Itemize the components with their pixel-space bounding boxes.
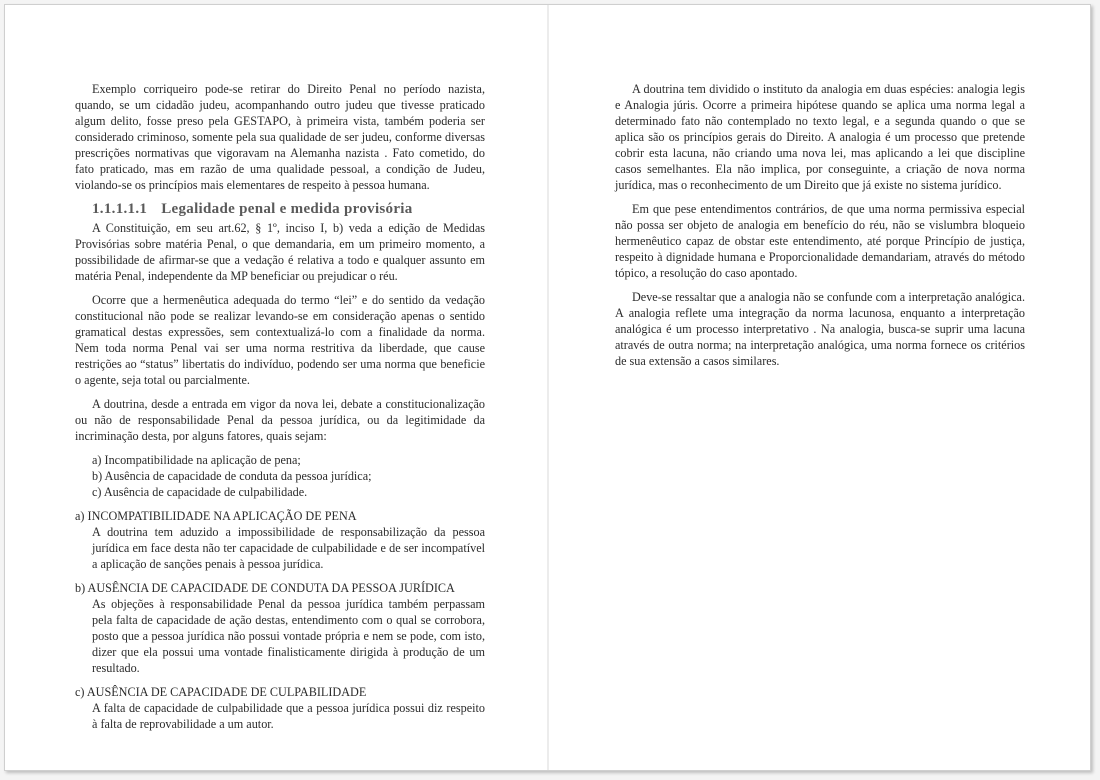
section-title: Legalidade penal e medida provisória <box>161 201 413 217</box>
subsection-a <box>75 508 485 572</box>
list-item: c) Ausência de capacidade de culpabilidade. <box>92 485 308 499</box>
subsection-body: A doutrina tem aduzido a impossibilidade de responsabilização da pessoa jurídica em face desta não ter capacidade de culpabilidade e de ser incompatível a aplicação de sanções penais à pessoa jurídica. <box>92 525 485 571</box>
paragraph: A Constituição, em seu art.62, § 1º, inciso I, b) veda a edição de Medidas Provisórias sobre matéria Penal, o que demandaria, em um primeiro momento, a possibilidade de afirmar-se que a vedação é relativa a todo e qualquer assunto em matéria Penal, independente da MP beneficiar ou prejudicar o réu. <box>75 221 485 283</box>
factor-list <box>92 452 485 500</box>
section-heading <box>92 201 485 217</box>
section-number: 1.1.1.1.1 <box>92 201 148 217</box>
paragraph: A doutrina tem dividido o instituto da analogia em duas espécies: analogia legis e Analogia júris. Ocorre a primeira hipótese quando se aplica uma norma legal a determinado fato não contemplado no texto legal, e a segunda quando o que se aplica são os princípios gerais do Direito. A analogia é um processo que pretende cobrir esta lacuna, não criando uma nova lei, mas aplicando a lei que discipline casos semelhantes. Ela não implica, por conseguinte, a criação de nova norma jurídica, mas o reconhecimento de um Direito que já existe no sistema jurídico. <box>615 82 1025 192</box>
right-page <box>615 81 1025 377</box>
paragraph: Em que pese entendimentos contrários, de que uma norma permissiva especial não possa ser objeto de analogia em benefício do réu, não se vislumbra bloqueio hermenêutico capaz de obstar este entendimento, até porque Princípio de justiça, respeito à dignidade humana e Proporcionalidade demandariam, através do método tópico, a resolução do caso apontado. <box>615 202 1025 280</box>
subsection-body: A falta de capacidade de culpabilidade que a pessoa jurídica possui diz respeito à falta de reprovabilidade a um autor. <box>92 701 485 731</box>
subsection-title: a) INCOMPATIBILIDADE NA APLICAÇÃO DE PENA <box>75 509 357 523</box>
subsection-title: b) AUSÊNCIA DE CAPACIDADE DE CONDUTA DA PESSOA JURÍDICA <box>75 581 455 595</box>
list-item: a) Incompatibilidade na aplicação de pena; <box>92 453 301 467</box>
paragraph: A doutrina, desde a entrada em vigor da nova lei, debate a constitucionalização ou não de responsabilidade Penal da pessoa jurídica, ou da legitimidade da incriminação desta, por alguns fatores, quais sejam: <box>75 397 485 443</box>
subsection-title: c) AUSÊNCIA DE CAPACIDADE DE CULPABILIDADE <box>75 685 367 699</box>
left-page <box>75 81 485 740</box>
page-gutter <box>547 5 549 770</box>
subsection-c <box>75 684 485 732</box>
list-item: b) Ausência de capacidade de conduta da pessoa jurídica; <box>92 469 372 483</box>
subsection-body: As objeções à responsabilidade Penal da pessoa jurídica também perpassam pela falta de capacidade de ação destas, entendimento com o qual se corrobora, posto que a pessoa jurídica não possui vontade própria e nem se pode, com isto, dizer que ela possui uma vontade finalisticamente dirigida à produção de um resultado. <box>92 597 485 675</box>
subsection-b <box>75 580 485 676</box>
paragraph: Exemplo corriqueiro pode-se retirar do Direito Penal no período nazista, quando, se um cidadão judeu, acompanhando outro judeu que tivesse praticado algum delito, fosse preso pela GESTAPO, à primeira vista, também poderia ser considerado criminoso, somente pela sua qualidade de ser judeu, conforme diversas prescrições normativas que vigoravam na Alemanha nazista . Fato cometido, do fato praticado, mas em razão de uma qualidade pessoal, a condição de Judeu, violando-se os princípios mais elementares de respeito à pessoa humana. <box>75 82 485 192</box>
book-spread <box>4 4 1091 771</box>
paragraph: Deve-se ressaltar que a analogia não se confunde com a interpretação analógica. A analogia reflete uma integração da norma lacunosa, enquanto a interpretação analógica é um processo interpretativo . Na analogia, busca-se suprir uma lacuna através de outra norma; na interpretação analógica, uma norma fornece os critérios de sua extensão a casos similares. <box>615 290 1025 368</box>
paragraph: Ocorre que a hermenêutica adequada do termo “lei” e do sentido da vedação constitucional não pode se realizar levando-se em consideração apenas o sentido gramatical destas expressões, sem contextualizá-lo com a finalidade da norma. Nem toda norma Penal vai ser uma norma restritiva da liberdade, que cause restrições ao “status” libertatis do indivíduo, podendo ser uma norma que beneficie o agente, seja total ou parcialmente. <box>75 293 485 387</box>
